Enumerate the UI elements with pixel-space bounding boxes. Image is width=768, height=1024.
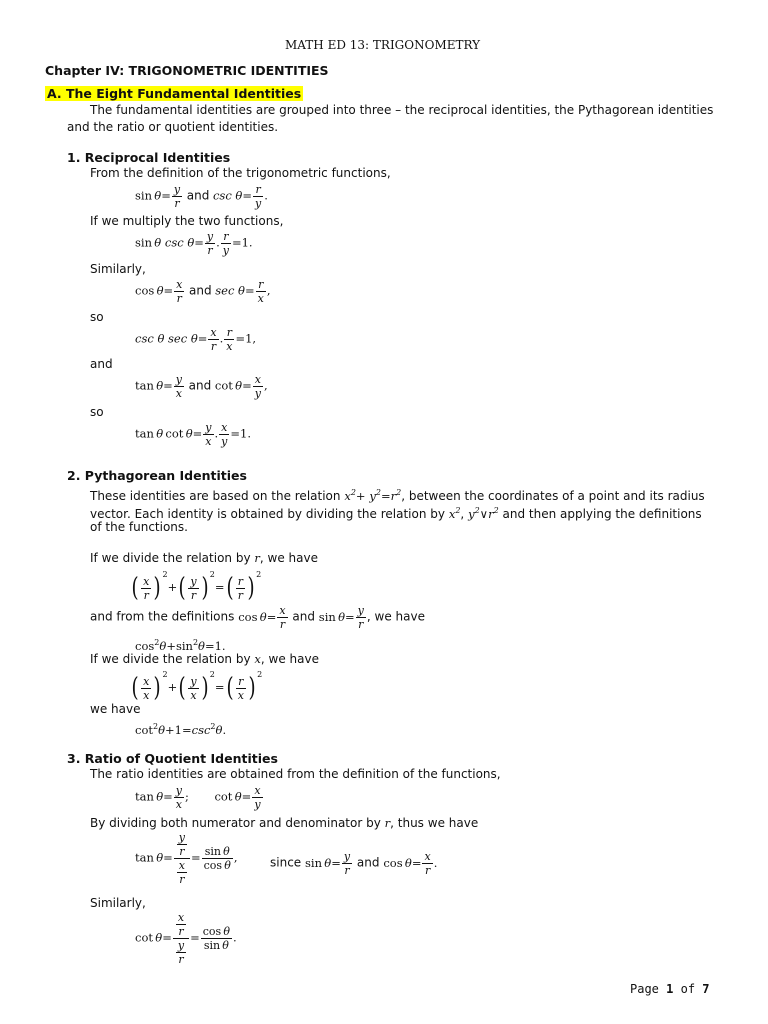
eq-sin-csc-def: sin θ= $\frac{y}{r}$ and csc θ= $\frac{r}{y}$ .	[135, 183, 268, 210]
ratio-line-2: By dividing both numerator and denominator by r, thus we have	[90, 816, 479, 830]
and-text: and	[186, 188, 210, 203]
reciprocal-heading: 1. Reciprocal Identities	[67, 150, 231, 165]
eq-sin-csc-product: sin θ csc θ= $\frac{y}{r}$ . $\frac{r}{y}$ =1.	[135, 230, 253, 257]
page-header: MATH ED 13: TRIGONOMETRY	[285, 38, 481, 52]
intro-line-2: and the ratio or quotient identities.	[67, 120, 279, 134]
eq-tan-cot-ratio: tan θ= $\frac{y}{x}$ ; cot θ= $\frac{x}{y}$	[135, 784, 261, 811]
since-definitions: since sin θ= $\frac{y}{r}$ and cos θ= $\frac{x}{r}$ .	[270, 850, 438, 877]
eq-divide-x2: ( $\frac{x}{x}$ ) $^2$+( $\frac{y}{x}$ ) $^2$=( $\frac{r}{x}$ ) $^2$	[131, 670, 263, 703]
eq-cos2-sin2: $\cos^2\theta+\sin^2\theta=1$.	[135, 638, 226, 653]
pythagorean-divide-x: If we divide the relation by x, we have	[90, 652, 319, 666]
eq-tan-cot-def: tan θ= $\frac{y}{x}$ and cot θ= $\frac{x}{y}$ ,	[135, 373, 268, 400]
and-text: and	[189, 283, 212, 298]
chapter-title: Chapter IV: TRIGONOMETRIC IDENTITIES	[45, 63, 329, 78]
eq-tan-complex: tan θ= $\frac{\frac{y}{r}}{\frac{x}{r}}$ = $\frac{\text{sin θ}}{\text{cos θ}}$ ,	[135, 831, 238, 886]
we-have-text: we have	[90, 702, 141, 716]
reciprocal-line-6: so	[90, 405, 104, 419]
ratio-line-1: The ratio identities are obtained from the definition of the functions,	[90, 767, 501, 781]
page-number: Page 1 of 7	[630, 982, 710, 996]
and-text: and	[188, 378, 212, 393]
similarly-text: Similarly,	[90, 896, 146, 910]
pythagorean-divide-r: If we divide the relation by r, we have	[90, 551, 318, 565]
eq-cot-complex: cot θ= $\frac{\frac{x}{r}}{\frac{y}{r}}$ = $\frac{\text{cos θ}}{\text{sin θ}}$ .	[135, 911, 237, 966]
intro-line-1: The fundamental identities are grouped into three – the reciprocal identities, the Pythagorean identities	[90, 103, 714, 117]
eq-tan-cot-product: tan θ cot θ= $\frac{y}{x}$ . $\frac{x}{y}$ =1.	[135, 421, 251, 448]
pythagorean-para-1: These identities are based on the relation $x^2+ y^2=r^2$, between the coordinates of a point and its radius	[90, 488, 705, 503]
pythagorean-para-2: vector. Each identity is obtained by dividing the relation by $x^2$, $y^2\vee r^2$ and then applying the definitions	[90, 506, 702, 521]
pythagorean-definitions: and from the definitions cos θ= $\frac{x}{r}$ and sin θ= $\frac{y}{r}$ , we have	[90, 604, 425, 631]
pythagorean-heading: 2. Pythagorean Identities	[67, 468, 247, 483]
reciprocal-line-2: If we multiply the two functions,	[90, 214, 284, 228]
ratio-heading: 3. Ratio of Quotient Identities	[67, 751, 278, 766]
eq-csc-sec-product: csc θ sec θ= $\frac{x}{r}$ . $\frac{r}{x}$ =1,	[135, 326, 257, 353]
section-a-heading: A. The Eight Fundamental Identities	[47, 86, 302, 101]
eq-cos-sec-def: cos θ= $\frac{x}{r}$ and sec θ= $\frac{r}{x}$ ,	[135, 278, 271, 305]
reciprocal-line-5: and	[90, 357, 113, 371]
eq-divide-r2: ( $\frac{x}{r}$ ) $^2$+( $\frac{y}{r}$ ) $^2$=( $\frac{r}{r}$ ) $^2$	[131, 570, 262, 603]
reciprocal-line-1: From the definition of the trigonometric functions,	[90, 166, 391, 180]
reciprocal-line-3: Similarly,	[90, 262, 146, 276]
eq-cot2-csc2: $\cot^2\theta+1=\csc^2\theta$.	[135, 722, 227, 737]
reciprocal-line-4: so	[90, 310, 104, 324]
pythagorean-para-3: of the functions.	[90, 520, 188, 534]
